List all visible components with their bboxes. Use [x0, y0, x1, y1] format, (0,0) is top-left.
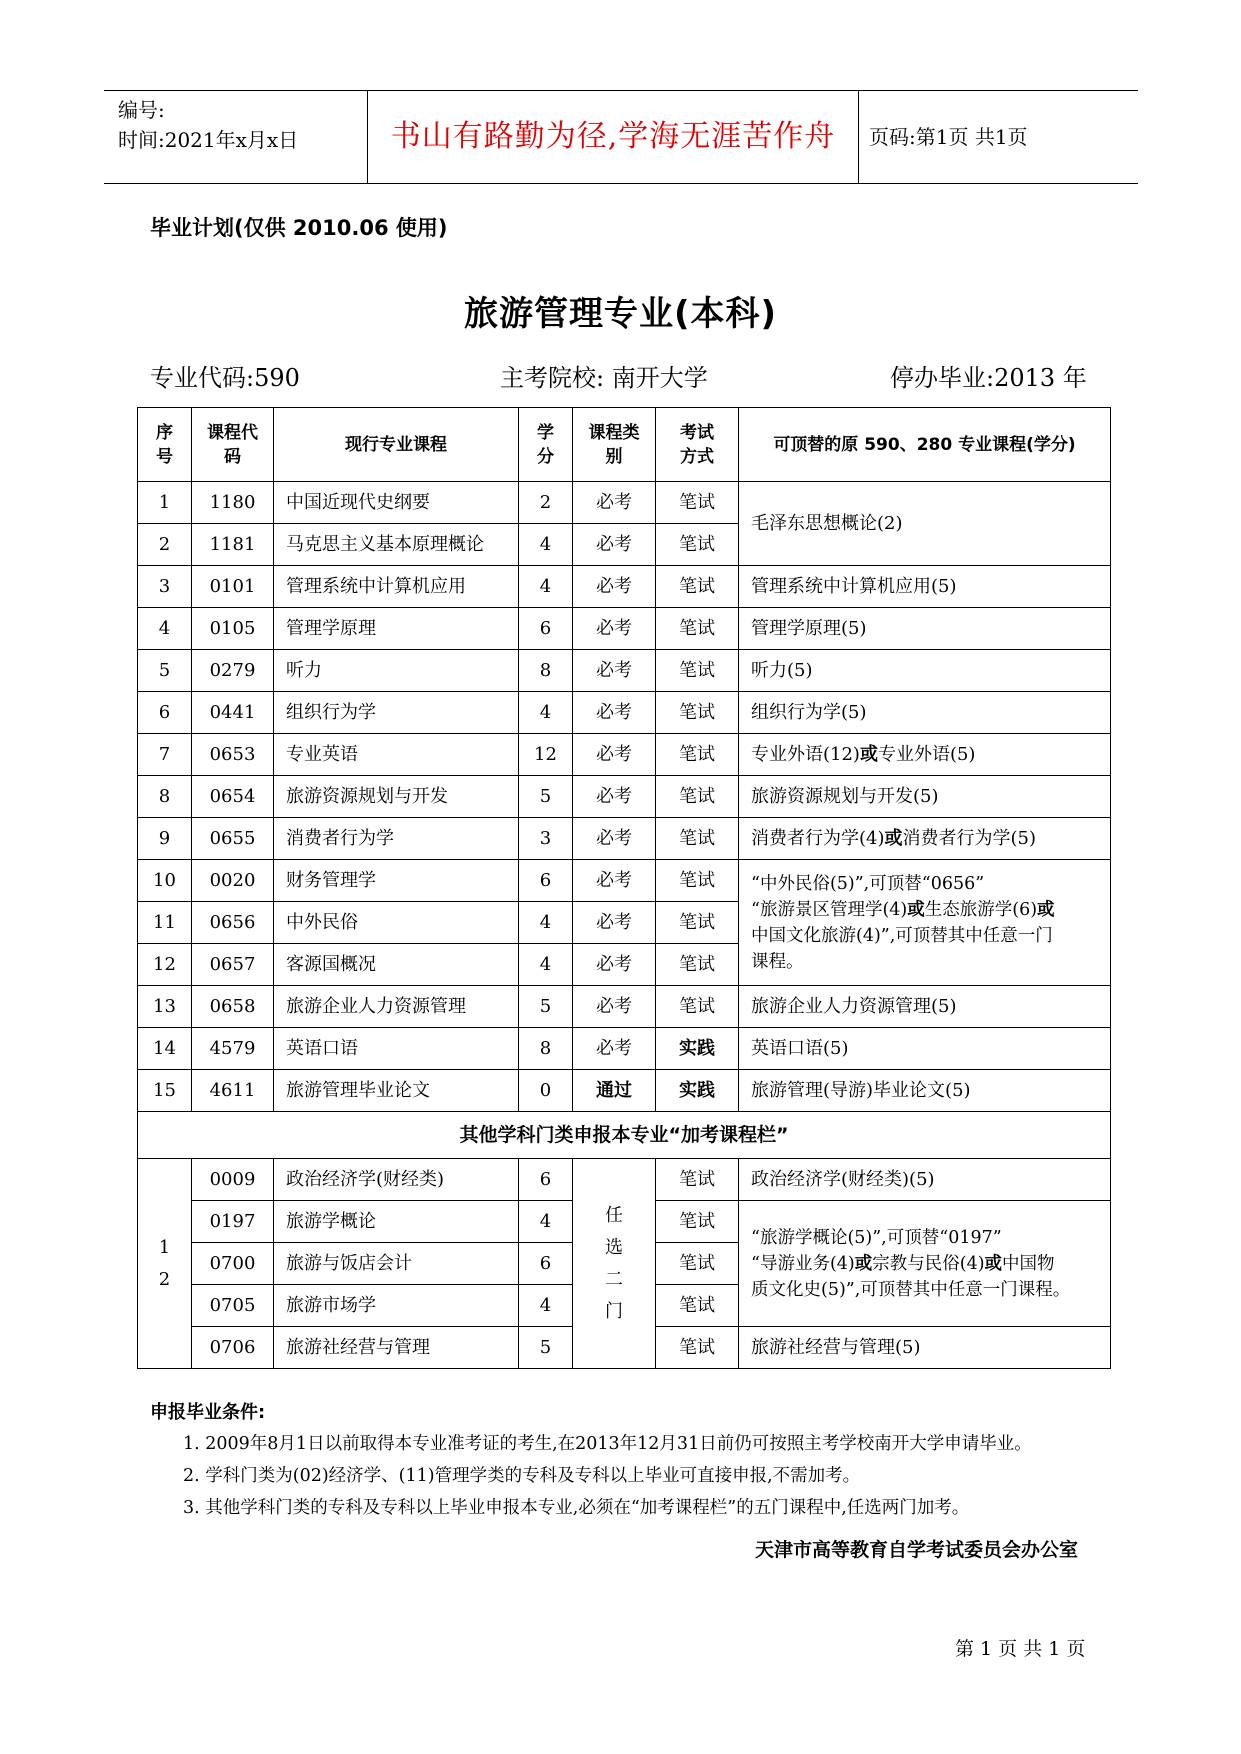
cell-code: 1180 — [192, 482, 274, 524]
cell-exam: 笔试 — [656, 902, 739, 944]
cell-code: 0279 — [192, 650, 274, 692]
table-row — [138, 608, 1111, 650]
cell-credit: 5 — [519, 776, 573, 818]
cell-seq: 4 — [138, 608, 192, 650]
cell-course: 马克思主义基本原理概论 — [274, 524, 519, 566]
cell-code: 4579 — [192, 1028, 274, 1070]
cell-course: 专业英语 — [274, 734, 519, 776]
cell-type: 必考 — [573, 650, 656, 692]
cell-code: 0441 — [192, 692, 274, 734]
cell-code: 0197 — [192, 1201, 274, 1243]
cell-type: 必考 — [573, 482, 656, 524]
cell-credit: 6 — [519, 860, 573, 902]
plan-title: 毕业计划(仅供 2010.06 使用) — [150, 216, 448, 240]
condition-item: 2. 学科门类为(02)经济学、(11)管理学类的专科及专科以上毕业可直接申报,不需加考。 — [183, 1466, 861, 1486]
cell-seq: 15 — [138, 1070, 192, 1112]
header-seq: 序 号 — [138, 408, 192, 482]
cell-code: 1181 — [192, 524, 274, 566]
header-code: 课程代 码 — [192, 408, 274, 482]
table-row — [138, 860, 1111, 902]
cell-seq: 13 — [138, 986, 192, 1028]
cell-code: 0020 — [192, 860, 274, 902]
cell-course: 管理系统中计算机应用 — [274, 566, 519, 608]
cell-code: 0105 — [192, 608, 274, 650]
cell-code: 0700 — [192, 1243, 274, 1285]
cell-course: 旅游管理毕业论文 — [274, 1070, 519, 1112]
cell-seq: 3 — [138, 566, 192, 608]
cell-replace: 旅游社经营与管理(5) — [739, 1327, 1111, 1369]
cell-credit: 4 — [519, 902, 573, 944]
cell-code: 0655 — [192, 818, 274, 860]
page-title: 旅游管理专业(本科) — [463, 294, 778, 334]
cell-credit: 12 — [519, 734, 573, 776]
conditions-title: 申报毕业条件: — [150, 1402, 266, 1423]
cell-exam: 笔试 — [656, 482, 739, 524]
cell-seq: 11 — [138, 902, 192, 944]
cell-credit: 8 — [519, 1028, 573, 1070]
page-footer: 第 1 页 共 1 页 — [955, 1638, 1086, 1660]
cell-credit: 5 — [519, 986, 573, 1028]
cell-type: 必考 — [573, 692, 656, 734]
header-meta — [118, 95, 368, 155]
cell-type: 必考 — [573, 818, 656, 860]
cell-seq: 5 — [138, 650, 192, 692]
cell-seq: 10 — [138, 860, 192, 902]
major-code: 专业代码:590 — [150, 364, 300, 392]
header-course: 现行专业课程 — [274, 408, 519, 482]
table-header-row — [138, 408, 1111, 482]
table-row — [138, 776, 1111, 818]
table-row — [138, 482, 1111, 524]
condition-item: 1. 2009年8月1日以前取得本专业准考证的考生,在2013年12月31日前仍可按照主考学校南开大学申请毕业。 — [183, 1434, 1032, 1454]
cell-seq: 9 — [138, 818, 192, 860]
extra-seq: 1 2 — [138, 1159, 192, 1369]
cell-exam: 笔试 — [656, 818, 739, 860]
cell-course: 中国近现代史纲要 — [274, 482, 519, 524]
extra-type: 任 选 二 门 — [573, 1159, 656, 1369]
header-credit: 学 分 — [519, 408, 573, 482]
cell-credit: 6 — [519, 608, 573, 650]
cell-course: 听力 — [274, 650, 519, 692]
stop-graduation: 停办毕业:2013 年 — [890, 364, 1087, 392]
header-divider — [858, 91, 859, 183]
cell-course: 旅游学概论 — [274, 1201, 519, 1243]
cell-replace: 旅游企业人力资源管理(5) — [739, 986, 1111, 1028]
cell-course: 政治经济学(财经类) — [274, 1159, 519, 1201]
condition-item: 3. 其他学科门类的专科及专科以上毕业申报本专业,必须在“加考课程栏”的五门课程中,任选两门加考。 — [183, 1498, 970, 1518]
cell-code: 4611 — [192, 1070, 274, 1112]
cell-credit: 3 — [519, 818, 573, 860]
cell-seq: 8 — [138, 776, 192, 818]
cell-seq: 2 — [138, 524, 192, 566]
cell-exam: 笔试 — [656, 692, 739, 734]
cell-exam: 笔试 — [656, 944, 739, 986]
cell-exam: 笔试 — [656, 1159, 739, 1201]
section-row — [138, 1112, 1111, 1159]
cell-code: 0657 — [192, 944, 274, 986]
cell-seq: 7 — [138, 734, 192, 776]
cell-type: 必考 — [573, 524, 656, 566]
header-motto: 书山有路勤为径,学海无涯苦作舟 — [390, 119, 836, 154]
cell-replace: 消费者行为学(4)或消费者行为学(5) — [739, 818, 1111, 860]
cell-type: 必考 — [573, 734, 656, 776]
time-label: 时间:2021年x月x日 — [118, 128, 299, 152]
cell-credit: 4 — [519, 1201, 573, 1243]
cell-exam: 笔试 — [656, 566, 739, 608]
cell-course: 消费者行为学 — [274, 818, 519, 860]
cell-seq: 14 — [138, 1028, 192, 1070]
cell-replace: 专业外语(12)或专业外语(5) — [739, 734, 1111, 776]
cell-exam: 笔试 — [656, 524, 739, 566]
cell-exam: 笔试 — [656, 1285, 739, 1327]
cell-seq: 1 — [138, 482, 192, 524]
header-type: 课程类 别 — [573, 408, 656, 482]
number-label: 编号: — [118, 98, 165, 122]
cell-replace: “中外民俗(5)”,可顶替“0656” “旅游景区管理学(4)或生态旅游学(6)或 中国文化旅游(4)”,可顶替其中任意一门 课程。 — [739, 860, 1111, 986]
exam-school: 主考院校: 南开大学 — [500, 364, 708, 392]
cell-credit: 4 — [519, 692, 573, 734]
document-header — [104, 90, 1138, 184]
section-title: 其他学科门类申报本专业“加考课程栏” — [138, 1112, 1111, 1159]
cell-replace: 听力(5) — [739, 650, 1111, 692]
cell-type: 必考 — [573, 566, 656, 608]
cell-exam: 笔试 — [656, 608, 739, 650]
header-replace: 可顶替的原 590、280 专业课程(学分) — [739, 408, 1111, 482]
cell-type: 必考 — [573, 776, 656, 818]
table-row — [138, 1070, 1111, 1112]
cell-credit: 4 — [519, 566, 573, 608]
cell-exam: 笔试 — [656, 1201, 739, 1243]
cell-course: 中外民俗 — [274, 902, 519, 944]
table-row — [138, 734, 1111, 776]
cell-exam: 笔试 — [656, 860, 739, 902]
cell-exam: 笔试 — [656, 650, 739, 692]
cell-credit: 4 — [519, 524, 573, 566]
cell-code: 0101 — [192, 566, 274, 608]
issuing-office: 天津市高等教育自学考试委员会办公室 — [755, 1539, 1079, 1561]
cell-course: 英语口语 — [274, 1028, 519, 1070]
cell-code: 0656 — [192, 902, 274, 944]
table-row — [138, 566, 1111, 608]
header-page-label: 页码:第1页 共1页 — [869, 125, 1028, 149]
cell-type: 必考 — [573, 986, 656, 1028]
cell-course: 旅游市场学 — [274, 1285, 519, 1327]
cell-course: 组织行为学 — [274, 692, 519, 734]
cell-credit: 5 — [519, 1327, 573, 1369]
cell-type: 必考 — [573, 944, 656, 986]
cell-credit: 6 — [519, 1159, 573, 1201]
cell-exam: 实践 — [656, 1028, 739, 1070]
cell-replace: 管理系统中计算机应用(5) — [739, 566, 1111, 608]
cell-credit: 4 — [519, 944, 573, 986]
cell-credit: 6 — [519, 1243, 573, 1285]
cell-exam: 笔试 — [656, 1327, 739, 1369]
cell-credit: 4 — [519, 1285, 573, 1327]
table-row — [138, 986, 1111, 1028]
cell-replace: 政治经济学(财经类)(5) — [739, 1159, 1111, 1201]
cell-type: 必考 — [573, 860, 656, 902]
extra-row — [138, 1159, 1111, 1201]
table-row — [138, 692, 1111, 734]
cell-credit: 0 — [519, 1070, 573, 1112]
cell-code: 0658 — [192, 986, 274, 1028]
cell-exam: 笔试 — [656, 776, 739, 818]
cell-replace: 组织行为学(5) — [739, 692, 1111, 734]
course-table — [137, 407, 1111, 1369]
cell-type: 通过 — [573, 1070, 656, 1112]
cell-exam: 实践 — [656, 1070, 739, 1112]
cell-replace: 毛泽东思想概论(2) — [739, 482, 1111, 566]
table-row — [138, 818, 1111, 860]
cell-code: 0705 — [192, 1285, 274, 1327]
cell-course: 客源国概况 — [274, 944, 519, 986]
cell-seq: 6 — [138, 692, 192, 734]
table-row — [138, 650, 1111, 692]
cell-course: 管理学原理 — [274, 608, 519, 650]
cell-credit: 2 — [519, 482, 573, 524]
cell-replace: “旅游学概论(5)”,可顶替“0197” “导游业务(4)或宗教与民俗(4)或中国物 质文化史(5)”,可顶替其中任意一门课程。 — [739, 1201, 1111, 1327]
cell-course: 旅游企业人力资源管理 — [274, 986, 519, 1028]
cell-replace: 旅游资源规划与开发(5) — [739, 776, 1111, 818]
cell-code: 0653 — [192, 734, 274, 776]
cell-type: 必考 — [573, 608, 656, 650]
cell-code: 0654 — [192, 776, 274, 818]
cell-course: 财务管理学 — [274, 860, 519, 902]
cell-exam: 笔试 — [656, 734, 739, 776]
cell-code: 0009 — [192, 1159, 274, 1201]
table-row — [138, 1028, 1111, 1070]
cell-course: 旅游社经营与管理 — [274, 1327, 519, 1369]
cell-code: 0706 — [192, 1327, 274, 1369]
cell-exam: 笔试 — [656, 986, 739, 1028]
cell-credit: 8 — [519, 650, 573, 692]
cell-type: 必考 — [573, 1028, 656, 1070]
cell-replace: 管理学原理(5) — [739, 608, 1111, 650]
cell-exam: 笔试 — [656, 1243, 739, 1285]
cell-seq: 12 — [138, 944, 192, 986]
cell-type: 必考 — [573, 902, 656, 944]
cell-replace: 旅游管理(导游)毕业论文(5) — [739, 1070, 1111, 1112]
cell-course: 旅游资源规划与开发 — [274, 776, 519, 818]
header-exam: 考试 方式 — [656, 408, 739, 482]
cell-course: 旅游与饭店会计 — [274, 1243, 519, 1285]
cell-replace: 英语口语(5) — [739, 1028, 1111, 1070]
